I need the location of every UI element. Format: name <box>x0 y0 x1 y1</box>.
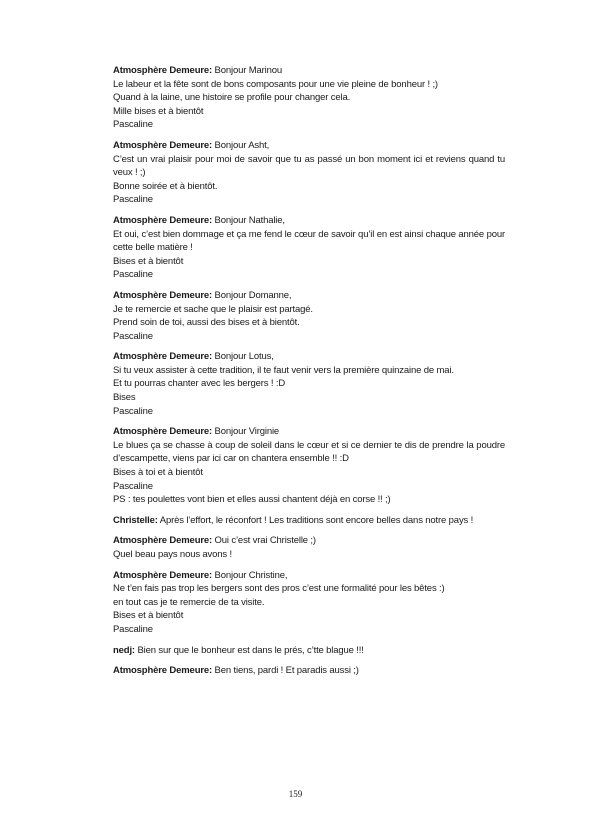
comment-text: Ben tiens, pardi ! Et paradis aussi ;) <box>214 665 359 677</box>
comment-text: Pascaline <box>113 405 153 417</box>
comment-block <box>113 514 505 528</box>
comment-text: Bonjour Lotus, <box>214 351 274 363</box>
comment-text: Bonjour Asht, <box>214 139 270 151</box>
comment-line <box>113 548 505 562</box>
comment-text: Le blues ça se chasse à coup de soleil dans le cœur et si ce dernier te dis de prendre la poudre d’escampette, viens par ici car on chantera ensemble !! :D <box>113 439 505 465</box>
comment-line <box>113 364 505 378</box>
comment-line <box>113 439 505 466</box>
comment-line <box>113 268 505 282</box>
comment-text: Et tu pourras chanter avec les bergers ! :D <box>113 378 286 390</box>
comment-block <box>113 644 505 658</box>
comment-line <box>113 582 505 596</box>
comment-first-line <box>113 644 505 658</box>
comment-author: Atmosphère Demeure: <box>113 426 213 438</box>
comment-line <box>113 228 505 255</box>
comment-text: Bises et à bientôt <box>113 255 184 267</box>
comment-text: Bonjour Domanne, <box>214 289 292 301</box>
comment-text: Oui c’est vrai Christelle ;) <box>214 535 316 547</box>
comment-line <box>113 330 505 344</box>
comment-author: Atmosphère Demeure: <box>113 569 213 581</box>
comment-line <box>113 193 505 207</box>
comment-line <box>113 466 505 480</box>
comment-first-line <box>113 350 505 364</box>
comment-block <box>113 139 505 207</box>
comment-text: Ne t’en fais pas trop les bergers sont des pros c’est une formalité pour les bêtes :) <box>113 583 445 595</box>
comment-author: nedj: <box>113 644 135 656</box>
comment-first-line <box>113 534 505 548</box>
comment-text: Prend soin de toi, aussi des bises et à bientôt. <box>113 317 300 329</box>
comment-text: Pascaline <box>113 330 153 342</box>
comment-block <box>113 350 505 418</box>
comment-text: Bien sur que le bonheur est dans le prés, c’tte blague !!! <box>137 644 364 656</box>
comment-line <box>113 255 505 269</box>
comment-line <box>113 303 505 317</box>
comment-text: Bonjour Marinou <box>214 65 283 76</box>
comment-first-line <box>113 214 505 228</box>
comment-line <box>113 180 505 194</box>
comment-line <box>113 153 505 180</box>
comment-text: Pascaline <box>113 194 153 206</box>
comment-block <box>113 289 505 343</box>
comment-author: Atmosphère Demeure: <box>113 139 213 151</box>
comment-author: Atmosphère Demeure: <box>113 665 213 677</box>
comment-line <box>113 609 505 623</box>
comment-block <box>113 534 505 561</box>
comment-line <box>113 377 505 391</box>
comment-line <box>113 596 505 610</box>
comment-list <box>113 64 505 685</box>
comment-line <box>113 493 505 507</box>
comment-line <box>113 480 505 494</box>
comment-text: Mille bises et à bientôt <box>113 105 204 117</box>
comment-text: Pascaline <box>113 623 153 635</box>
comment-line <box>113 91 505 105</box>
comment-line <box>113 78 505 92</box>
comment-first-line <box>113 425 505 439</box>
comment-text: Après l’effort, le réconfort ! Les traditions sont encore belles dans notre pays ! <box>159 514 474 526</box>
comment-text: Bonjour Virginie <box>214 426 280 438</box>
comment-text: Pascaline <box>113 480 153 492</box>
comment-text: PS : tes poulettes vont bien et elles aussi chantent déjà en corse !! ;) <box>113 494 391 506</box>
comment-line <box>113 405 505 419</box>
comment-text: Bonjour Nathalie, <box>214 214 285 226</box>
comment-line <box>113 105 505 119</box>
comment-block <box>113 214 505 282</box>
comment-text: en tout cas je te remercie de ta visite. <box>113 596 265 608</box>
comment-text: Quel beau pays nous avons ! <box>113 549 233 560</box>
comment-line <box>113 316 505 330</box>
comment-line <box>113 118 505 132</box>
comment-text: Je te remercie et sache que le plaisir est partagé. <box>113 303 313 315</box>
comment-line <box>113 391 505 405</box>
comment-first-line <box>113 514 505 528</box>
page-number: 159 <box>288 789 303 799</box>
comment-line <box>113 623 505 637</box>
comment-first-line <box>113 664 505 678</box>
comment-text: Bonne soirée et à bientôt. <box>113 180 218 192</box>
comment-author: Atmosphère Demeure: <box>113 65 213 76</box>
comment-author: Atmosphère Demeure: <box>113 214 213 226</box>
comment-block <box>113 664 505 678</box>
comment-text: Pascaline <box>113 269 153 281</box>
comment-text: Bonjour Christine, <box>214 569 288 581</box>
comment-text: Si tu veux assister à cette tradition, il te faut venir vers la première quinzaine de mai. <box>113 364 454 376</box>
comment-first-line <box>113 289 505 303</box>
comment-author: Atmosphère Demeure: <box>113 535 213 547</box>
comment-block <box>113 425 505 507</box>
comment-author: Atmosphère Demeure: <box>113 351 213 363</box>
comment-text: Et oui, c’est bien dommage et ça me fend le cœur de savoir qu’il en est ainsi chaque année pour cette belle matière ! <box>113 228 505 254</box>
comment-block <box>113 64 505 132</box>
comment-text: C’est un vrai plaisir pour moi de savoir que tu as passé un bon moment ici et reviens quand tu veux ! ;) <box>113 153 505 179</box>
comment-text: Bises et à bientôt <box>113 610 184 622</box>
comment-text: Bises <box>113 392 136 404</box>
comment-block <box>113 569 505 637</box>
comment-text: Le labeur et la fête sont de bons composants pour une vie pleine de bonheur ! ;) <box>113 78 438 90</box>
comment-text: Bises à toi et à bientôt <box>113 467 203 479</box>
comment-author: Atmosphère Demeure: <box>113 289 213 301</box>
comment-first-line <box>113 64 505 78</box>
comment-first-line <box>113 569 505 583</box>
comment-text: Pascaline <box>113 119 153 131</box>
comment-first-line <box>113 139 505 153</box>
comment-text: Quand à la laine, une histoire se profile pour changer cela. <box>113 92 351 104</box>
comment-author: Christelle: <box>113 514 158 526</box>
